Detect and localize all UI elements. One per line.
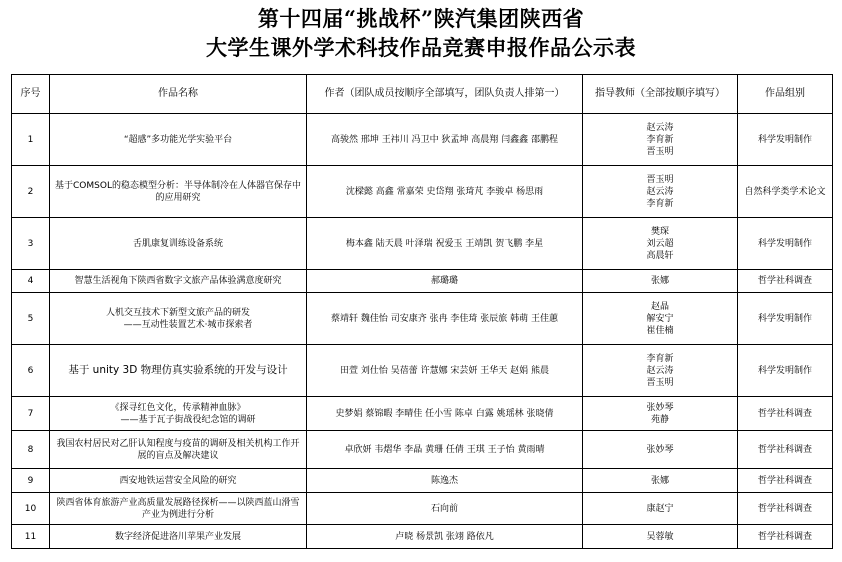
advisor: 高晨轩 [646,250,674,261]
work-name-line: 《探寻红色文化，传承精神血脉》 [110,402,246,413]
row-work-name [50,397,307,431]
document-title [0,0,842,70]
table-row [12,469,833,493]
table-row [12,345,833,397]
table-row [12,397,833,431]
table-row [12,218,833,270]
row-authors: 卢晓 杨景凯 张翊 路依凡 [307,525,583,549]
work-name-subtitle: ——互动性装置艺术·城市探索者 [123,319,253,330]
table-row [12,525,833,549]
table-row [12,431,833,469]
advisor: 张妙琴 [646,444,674,455]
row-authors: 史梦娟 蔡锦暇 李晴佳 任小雪 陈卓 白露 姚瑶林 张晓倩 [307,397,583,431]
work-name-line: 陕西省体育旅游产业高质量发展路径探析——以陕西蓝山滑雪产业为例进行分析 [56,497,300,520]
advisor: 赵云涛 [646,186,674,197]
work-name-line: “超感”多功能光学实验平台 [123,134,233,145]
advisor: 樊琛 [650,226,669,237]
advisor: 赵云涛 [646,122,674,133]
row-work-name [50,114,307,166]
work-name-line: 我国农村居民对乙肝认知程度与疫苗的调研及相关机构工作开展的盲点及解决建议 [56,438,300,461]
row-seq: 6 [12,345,50,397]
row-seq: 4 [12,270,50,293]
row-authors: 郝璐璐 [307,270,583,293]
row-advisors [583,270,738,293]
table-row [12,114,833,166]
advisor: 李育新 [646,198,674,209]
row-seq: 9 [12,469,50,493]
row-authors: 陈逸杰 [307,469,583,493]
row-advisors [583,345,738,397]
header-seq: 序号 [12,75,50,114]
row-group: 哲学社科调查 [738,493,833,525]
header-name: 作品名称 [50,75,307,114]
table-row [12,493,833,525]
row-authors: 石向前 [307,493,583,525]
header-advisors: 指导教师（全部按顺序填写） [583,75,738,114]
title-line-2: 大学生课外学术科技作品竞赛申报作品公示表 [206,35,636,60]
row-group: 科学发明制作 [738,114,833,166]
row-advisors [583,397,738,431]
row-seq: 7 [12,397,50,431]
row-seq: 1 [12,114,50,166]
advisor: 赵云涛 [646,365,674,376]
row-group: 科学发明制作 [738,345,833,397]
row-group: 自然科学类学术论文 [738,166,833,218]
row-advisors [583,525,738,549]
work-name-line: 西安地铁运营安全风险的研究 [119,475,237,486]
row-work-name [50,218,307,270]
row-advisors [583,218,738,270]
row-work-name [50,293,307,345]
row-advisors [583,166,738,218]
advisor: 李育新 [646,353,674,364]
row-authors: 高骏然 邢坤 王祎川 冯卫中 狄孟坤 高晨翔 闫鑫鑫 邵鹏程 [307,114,583,166]
row-group: 哲学社科调查 [738,270,833,293]
row-advisors [583,469,738,493]
row-seq: 3 [12,218,50,270]
advisor: 康赵宁 [646,503,674,514]
row-group: 科学发明制作 [738,218,833,270]
table-row [12,166,833,218]
work-name-line: 智慧生活视角下陕西省数字文旅产品体验满意度研究 [74,276,282,286]
advisor: 晋玉明 [646,377,674,388]
work-name-subtitle: ——基于瓦子街战役纪念馆的调研 [120,414,256,425]
row-group: 科学发明制作 [738,293,833,345]
row-advisors [583,493,738,525]
advisor: 赵晶 [650,301,669,312]
advisor: 晋玉明 [646,146,674,157]
row-group: 哲学社科调查 [738,525,833,549]
submission-table [11,74,833,549]
row-work-name [50,270,307,293]
row-work-name [50,493,307,525]
row-seq: 2 [12,166,50,218]
row-work-name [50,166,307,218]
work-name-line: 舌肌康复训练设备系统 [132,238,223,249]
advisor: 张娜 [650,276,669,286]
work-name-line: 数字经济促进洛川苹果产业发展 [114,531,241,542]
row-authors: 梅本鑫 陆天晨 叶泽瑞 祝爱玉 王靖凯 贺飞鹏 李星 [307,218,583,270]
row-seq: 8 [12,431,50,469]
row-advisors [583,293,738,345]
work-name-line: 人机交互技术下新型文旅产品的研发 [105,307,250,318]
row-authors: 沈樑懿 高鑫 常嘉荣 史岱翔 张琦芃 李骏卓 杨思雨 [307,166,583,218]
header-group: 作品组别 [738,75,833,114]
row-group: 哲学社科调查 [738,431,833,469]
advisor: 刘云超 [646,238,674,249]
advisor: 吴蓉敏 [646,531,674,542]
row-work-name [50,345,307,397]
row-group: 哲学社科调查 [738,397,833,431]
header-authors: 作者（团队成员按顺序全部填写，团队负责人排第一） [307,75,583,114]
title-line-1: 第十四届“挑战杯”陕汽集团陕西省 [257,6,585,31]
row-seq: 10 [12,493,50,525]
table-row [12,293,833,345]
row-work-name [50,469,307,493]
row-seq: 11 [12,525,50,549]
header-row [12,75,833,114]
work-name-line: 基于 unity 3D 物理仿真实验系统的开发与设计 [68,364,288,376]
row-group: 哲学社科调查 [738,469,833,493]
work-name-line: 基于COMSOL的稳态模型分析：半导体制冷在人体器官保存中的应用研究 [55,180,301,203]
row-advisors [583,114,738,166]
row-work-name [50,431,307,469]
table-row [12,270,833,293]
advisor: 晋玉明 [646,174,674,185]
advisor: 李育新 [646,134,674,145]
advisor: 张妙琴 [646,402,674,413]
row-authors: 卓欣妍 韦熠华 李晶 黄珊 任倩 王琪 王子怡 黄雨晴 [307,431,583,469]
row-seq: 5 [12,293,50,345]
advisor: 张娜 [650,475,669,486]
advisor: 苑静 [650,414,669,425]
row-authors: 蔡靖轩 魏佳怡 司安康齐 张冉 李佳琦 张辰旅 韩萌 王佳蕙 [307,293,583,345]
advisor: 崔佳楠 [646,325,674,336]
advisor: 解安宁 [646,313,674,324]
row-work-name [50,525,307,549]
row-advisors [583,431,738,469]
row-authors: 田萱 刘仕怡 吴蓓蕾 许慧娜 宋芸妍 王华天 赵娟 熊晨 [307,345,583,397]
